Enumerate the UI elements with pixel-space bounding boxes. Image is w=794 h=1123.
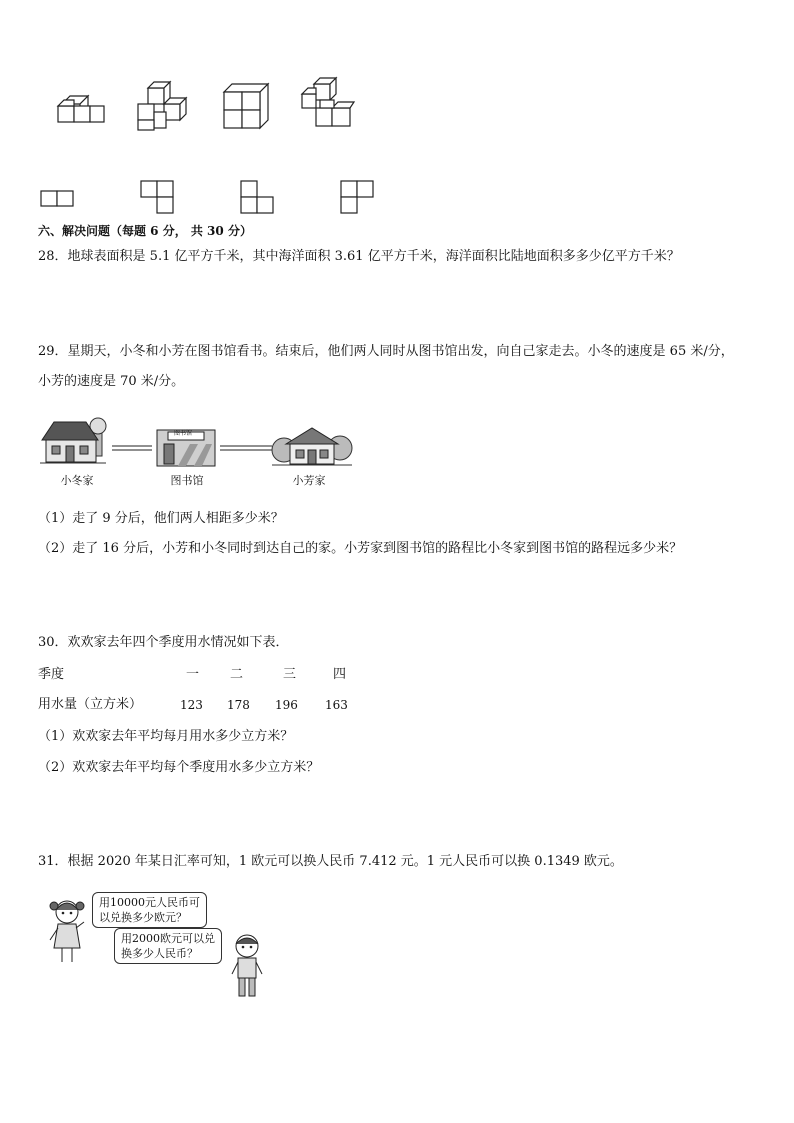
caption-xiaofang-home: 小芳家 — [292, 474, 326, 487]
table-header-label: 季度 — [38, 667, 65, 682]
table-quarter-3: 三 — [283, 667, 297, 682]
girl-figure-icon — [46, 896, 88, 966]
caption-xiaodong-home: 小冬家 — [60, 474, 94, 487]
question-30-sub-1: （1）欢欢家去年平均每月用水多少立方米？ — [38, 729, 294, 744]
road-left — [112, 444, 152, 452]
cube-figure-4 — [298, 78, 358, 132]
table-value-q3: 196 — [275, 698, 298, 712]
library-sign: 图书馆 — [174, 430, 193, 437]
boy-speech-bubble — [114, 928, 222, 964]
question-31: 31．根据 2020 年某日汇率可知，1 欧元可以换人民币 7.412 元。1 元人民币可以换 0.1349 欧元。 — [38, 854, 623, 869]
table-quarter-1: 一 — [186, 667, 200, 682]
girl-bubble-line-1: 用10000元人民币可 — [99, 896, 200, 909]
view-grid-1 — [40, 190, 76, 208]
question-29-sub-2: （2）走了 16 分后，小芳和小冬同时到达自己的家。小芳家到图书馆的路程比小冬家到图书馆的路程远多少米？ — [38, 541, 683, 556]
question-29-line-2: 小芳的速度是 70 米/分。 — [38, 374, 185, 389]
table-quarter-2: 二 — [230, 667, 244, 682]
view-grid-2 — [140, 180, 176, 216]
boy-bubble-line-1: 用2000欧元可以兑 — [121, 932, 215, 945]
girl-speech-bubble — [92, 892, 207, 928]
question-28: 28．地球表面积是 5.1 亿平方千米，其中海洋面积 3.61 亿平方千米，海洋面积比陆地面积多多少亿平方千米？ — [38, 249, 680, 264]
section-heading: 六、解决问题（每题 6 分， 共 30 分） — [38, 224, 252, 238]
cube-figure-2 — [134, 82, 190, 134]
road-right — [220, 444, 272, 452]
view-grid-4 — [340, 180, 376, 216]
boy-figure-icon — [226, 930, 268, 1000]
question-29-sub-1: （1）走了 9 分后，他们两人相距多少米？ — [38, 511, 284, 526]
table-value-q4: 163 — [325, 698, 348, 712]
table-value-q2: 178 — [227, 698, 250, 712]
question-29-line-1: 29．星期天，小冬和小芳在图书馆看书。结束后，他们两人同时从图书馆出发，向自己家走去。小冬的速度是 65 米/分， — [38, 344, 734, 359]
girl-bubble-line-2: 以兑换多少欧元？ — [99, 911, 187, 924]
table-value-q1: 123 — [180, 698, 203, 712]
question-30-sub-2: （2）欢欢家去年平均每个季度用水多少立方米？ — [38, 760, 320, 775]
cube-figure-3 — [220, 82, 272, 130]
boy-bubble-line-2: 换多少人民币？ — [121, 947, 198, 960]
cube-figure-1 — [52, 92, 106, 132]
xiaofang-house-icon — [272, 424, 352, 468]
xiaodong-house-icon — [40, 416, 108, 466]
view-grid-3 — [240, 180, 276, 216]
caption-library: 图书馆 — [170, 474, 204, 487]
table-quarter-4: 四 — [333, 667, 347, 682]
question-30-intro: 30．欢欢家去年四个季度用水情况如下表． — [38, 635, 289, 650]
table-row-label: 用水量（立方米） — [38, 697, 143, 712]
